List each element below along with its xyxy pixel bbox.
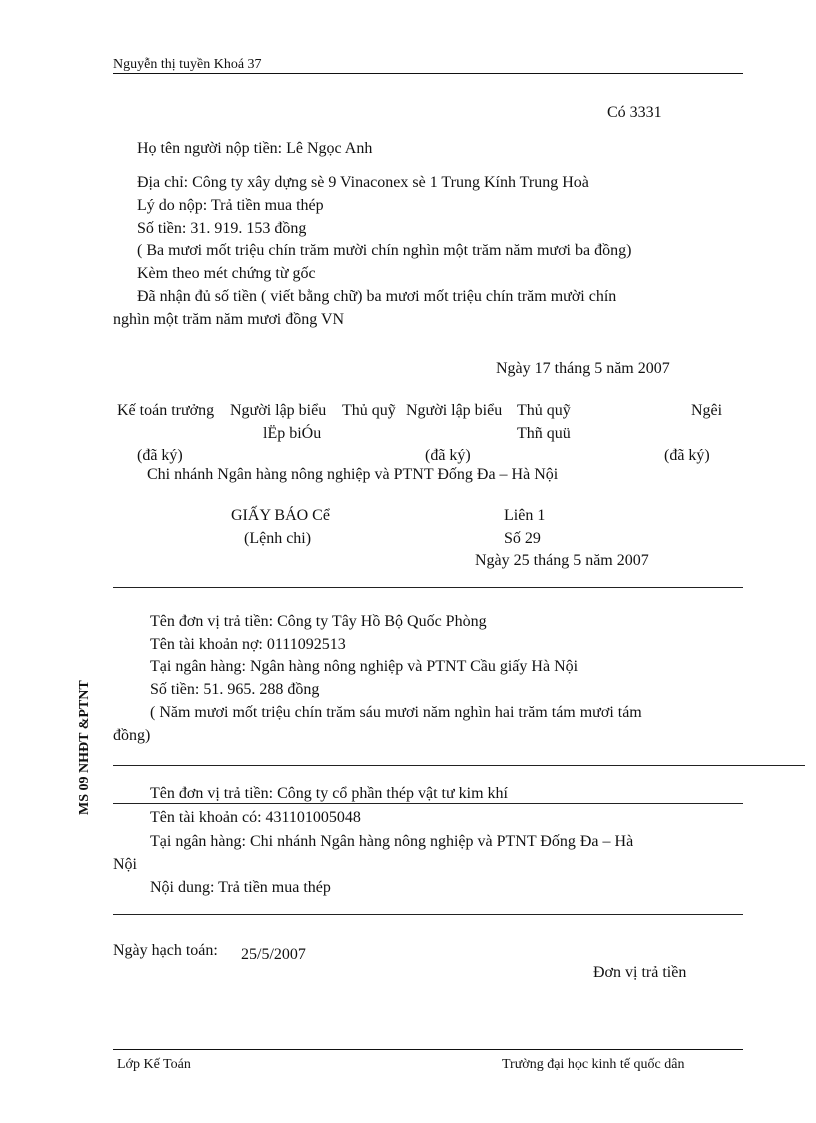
- signed-mark-1: (đã ký): [137, 447, 183, 464]
- credit-account: Có 3331: [607, 104, 662, 121]
- notice-date: Ngày 25 tháng 5 năm 2007: [475, 552, 649, 569]
- receipt-date: Ngày 17 tháng 5 năm 2007: [496, 360, 670, 377]
- notice-amount-words-2: đồng): [113, 727, 151, 744]
- payer-name: Họ tên người nộp tiền: Lê Ngọc Anh: [137, 140, 373, 157]
- payer-unit: Tên đơn vị trả tiền: Công ty Tây Hồ Bộ Quốc Phòng: [150, 613, 487, 630]
- attached-docs: Kèm theo mét chứng từ gốc: [137, 265, 316, 282]
- payee-bank-1: Tại ngân hàng: Chi nhánh Ngân hàng nông nghiệp và PTNT Đống Đa – Hà: [150, 833, 634, 850]
- notice-amount: Số tiền: 51. 965. 288 đồng: [150, 681, 320, 698]
- footer-left: Lớp Kế Toán: [117, 1057, 191, 1072]
- footer-rule: [113, 1049, 743, 1050]
- notice-rule-1: [113, 587, 743, 588]
- posting-date-label: Ngày hạch toán:: [113, 942, 218, 959]
- payer-address: Địa chỉ: Công ty xây dựng sè 9 Vinaconex sè 1 Trung Kính Trung Hoà: [137, 174, 589, 191]
- bank-branch: Chi nhánh Ngân hàng nông nghiệp và PTNT Đống Đa – Hà Nội: [147, 466, 559, 483]
- signer-preparer: Người lập biểu: [230, 402, 327, 419]
- notice-title: GIẤY BÁO Cể: [231, 507, 330, 524]
- payment-reason: Lý do nộp: Trả tiền mua thép: [137, 197, 324, 214]
- receipt-amount-words: ( Ba mươi mốt triệu chín trăm mười chín nghìn một trăm năm mươi ba đồng): [137, 242, 632, 259]
- posting-date: 25/5/2007: [241, 946, 306, 963]
- payee-unit: Tên đơn vị trả tiền: Công ty cổ phần thép vật tư kim khí: [150, 785, 508, 802]
- payer-signature-label: Đơn vị trả tiền: [593, 964, 687, 981]
- notice-number: Số 29: [504, 530, 541, 547]
- signed-mark-2: (đã ký): [425, 447, 471, 464]
- notice-rule-2: [113, 765, 805, 766]
- signer-preparer-2: Người lập biểu: [406, 402, 503, 419]
- notice-rule-3: [113, 803, 743, 804]
- signer-chief-accountant: Kế toán trưởng: [117, 402, 215, 419]
- notice-amount-words-1: ( Năm mươi mốt triệu chín trăm sáu mươi năm nghìn hai trăm tám mươi tám: [150, 704, 642, 721]
- footer-right: Trường đại học kinh tế quốc dân: [502, 1057, 685, 1072]
- header-author: Nguyễn thị tuyền Khoá 37: [113, 57, 262, 72]
- payer-bank: Tại ngân hàng: Ngân hàng nông nghiệp và PTNT Cầu giấy Hà Nội: [150, 658, 579, 675]
- debit-account: Tên tài khoản nợ: 0111092513: [150, 636, 346, 653]
- signer-cashier: Thủ quỹ: [342, 402, 396, 419]
- signer-last: Ngêi: [691, 402, 723, 419]
- received-line-2: nghìn một trăm năm mươi đồng VN: [113, 311, 345, 328]
- notice-content: Nội dung: Trả tiền mua thép: [150, 879, 331, 896]
- credit-account-no: Tên tài khoản có: 431101005048: [150, 809, 361, 826]
- notice-rule-4: [113, 914, 743, 915]
- received-line-1: Đã nhận đủ số tiền ( viết bằng chữ) ba mươi mốt triệu chín trăm mười chín: [137, 288, 617, 305]
- signer-cashier-garbled: Thñ quü: [517, 425, 571, 442]
- signed-mark-3: (đã ký): [664, 447, 710, 464]
- signer-preparer-garbled: lËp biÓu: [263, 425, 322, 442]
- payee-bank-2: Nội: [113, 856, 137, 873]
- receipt-amount: Số tiền: 31. 919. 153 đồng: [137, 220, 307, 237]
- signer-cashier-2: Thủ quỹ: [517, 402, 571, 419]
- notice-copy: Liên 1: [504, 507, 546, 524]
- side-label: MS 09 NHĐT &PTNT: [77, 680, 92, 815]
- header-rule: [113, 73, 743, 74]
- notice-subtitle: (Lệnh chi): [244, 530, 312, 547]
